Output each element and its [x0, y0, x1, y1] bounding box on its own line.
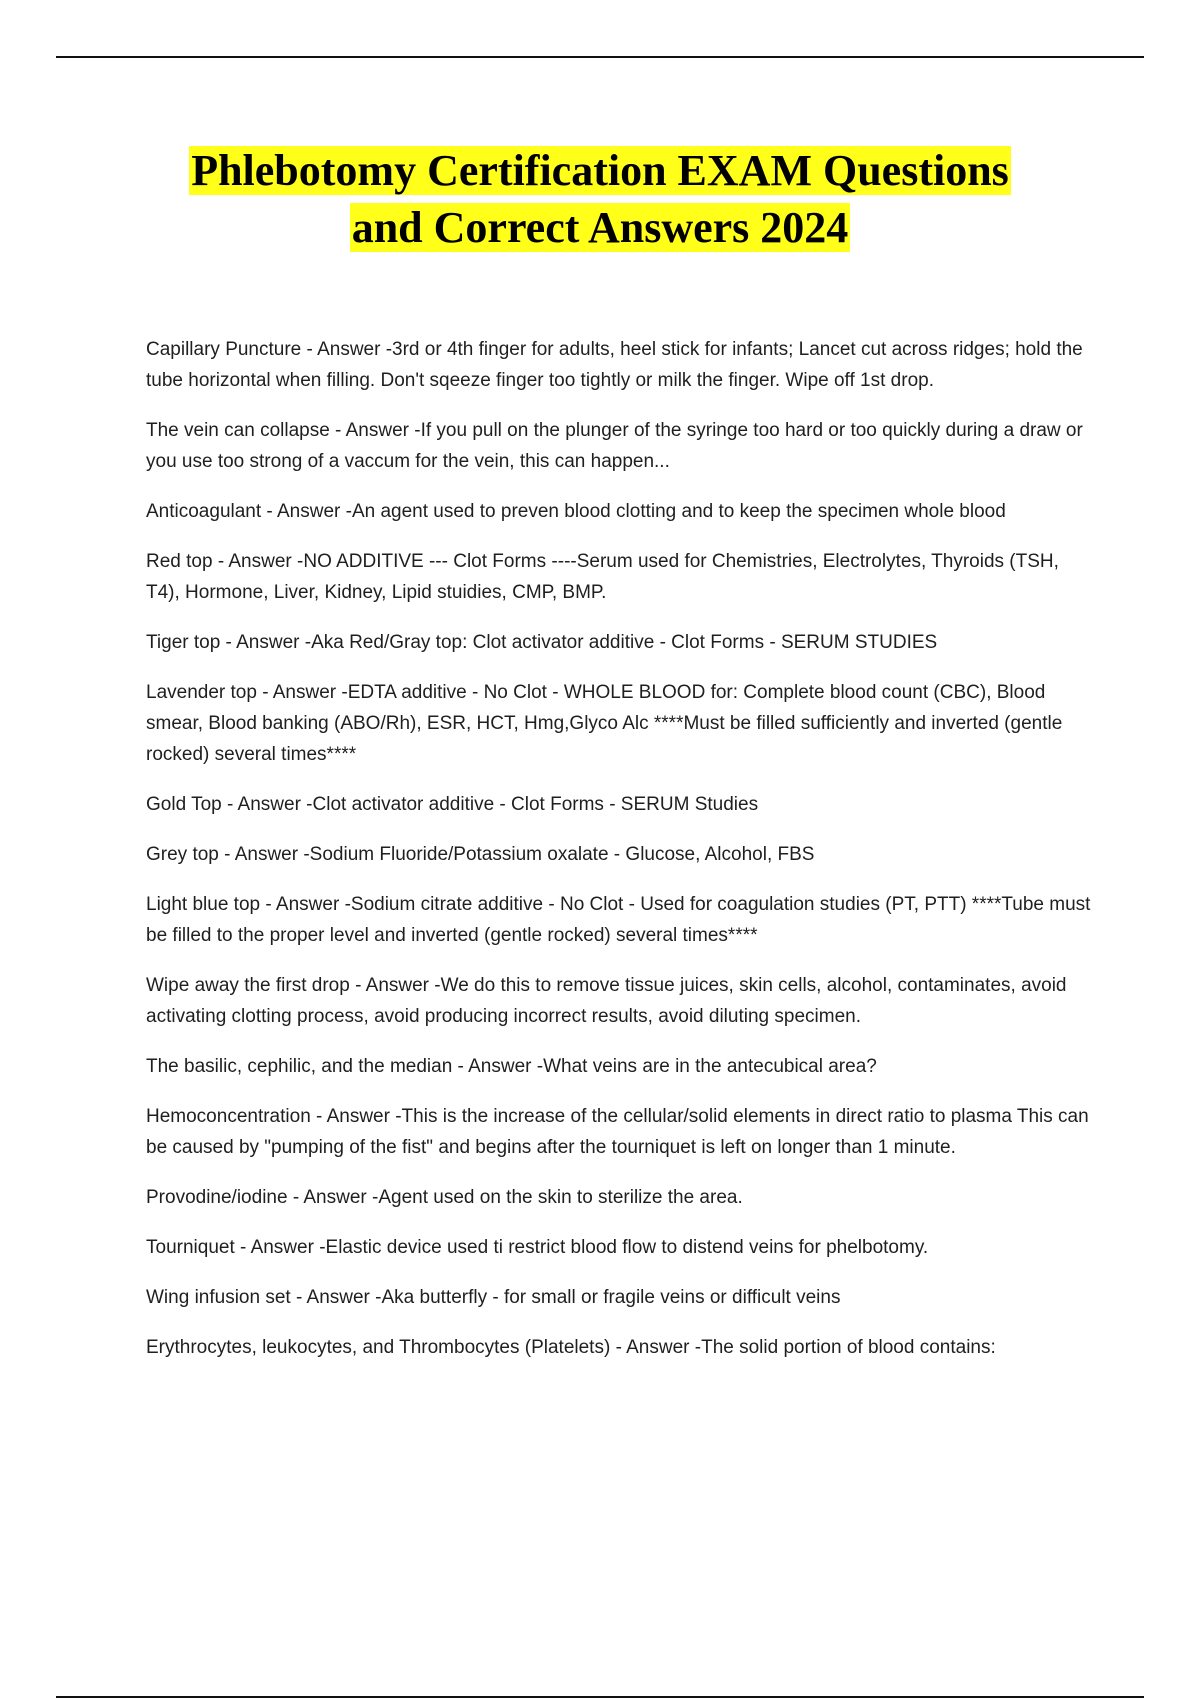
qa-item-antecubital-veins: The basilic, cephilic, and the median - Answer -What veins are in the antecubical area? — [146, 1056, 877, 1077]
qa-item-vein-collapse: The vein can collapse - Answer -If you pull on the plunger of the syringe too hard or too quickly during a draw or you use too strong of a vaccum for the vein, this can happen... — [146, 420, 1083, 472]
top-divider — [56, 56, 1144, 58]
qa-item-blood-solid-portion: Erythrocytes, leukocytes, and Thrombocytes (Platelets) - Answer -The solid portion of blood contains: — [146, 1337, 996, 1358]
document-title — [60, 142, 1140, 256]
qa-item-tourniquet: Tourniquet - Answer -Elastic device used ti restrict blood flow to distend veins for phelbotomy. — [146, 1237, 929, 1258]
bottom-divider — [56, 1696, 1144, 1698]
qa-list — [146, 334, 1096, 1382]
qa-item-capillary-puncture: Capillary Puncture - Answer -3rd or 4th finger for adults, heel stick for infants; Lancet cut across ridges; hold the tube horizontal when filling. Don't sqeeze finger too tightly or milk the finger. Wipe off 1st drop. — [146, 339, 1083, 391]
qa-item-red-top: Red top - Answer -NO ADDITIVE --- Clot Forms ----Serum used for Chemistries, Electrolytes, Thyroids (TSH, T4), Hormone, Liver, Kidney, Lipid stuidies, CMP, BMP. — [146, 551, 1059, 603]
qa-item-tiger-top: Tiger top - Answer -Aka Red/Gray top: Clot activator additive - Clot Forms - SERUM STUDIES — [146, 632, 938, 653]
qa-item-lavender-top: Lavender top - Answer -EDTA additive - No Clot - WHOLE BLOOD for: Complete blood count (CBC), Blood smear, Blood banking (ABO/Rh), ESR, HCT, Hmg,Glyco Alc ****Must be filled sufficiently and inverted (gentle rocked) several times**** — [146, 682, 1063, 765]
qa-item-wing-infusion-set: Wing infusion set - Answer -Aka butterfly - for small or fragile veins or difficult veins — [146, 1287, 841, 1308]
qa-item-gold-top: Gold Top - Answer -Clot activator additive - Clot Forms - SERUM Studies — [146, 794, 759, 815]
qa-item-grey-top: Grey top - Answer -Sodium Fluoride/Potassium oxalate - Glucose, Alcohol, FBS — [146, 844, 815, 865]
qa-item-anticoagulant: Anticoagulant - Answer -An agent used to preven blood clotting and to keep the specimen whole blood — [146, 501, 1006, 522]
title-line-2: and Correct Answers 2024 — [351, 203, 849, 252]
qa-item-wipe-first-drop: Wipe away the first drop - Answer -We do this to remove tissue juices, skin cells, alcohol, contaminates, avoid activating clotting process, avoid producing incorrect results, avoid diluting specimen. — [146, 975, 1067, 1027]
qa-item-hemoconcentration: Hemoconcentration - Answer -This is the increase of the cellular/solid elements in direct ratio to plasma This can be caused by "pumping of the fist" and begins after the tourniquet is left on longer than 1 minute. — [146, 1106, 1089, 1158]
qa-item-provodine-iodine: Provodine/iodine - Answer -Agent used on the skin to sterilize the area. — [146, 1187, 743, 1208]
title-line-1: Phlebotomy Certification EXAM Questions — [191, 146, 1009, 195]
qa-item-light-blue-top: Light blue top - Answer -Sodium citrate additive - No Clot - Used for coagulation studies (PT, PTT) ****Tube must be filled to the proper level and inverted (gentle rocked) several times**** — [146, 894, 1091, 946]
